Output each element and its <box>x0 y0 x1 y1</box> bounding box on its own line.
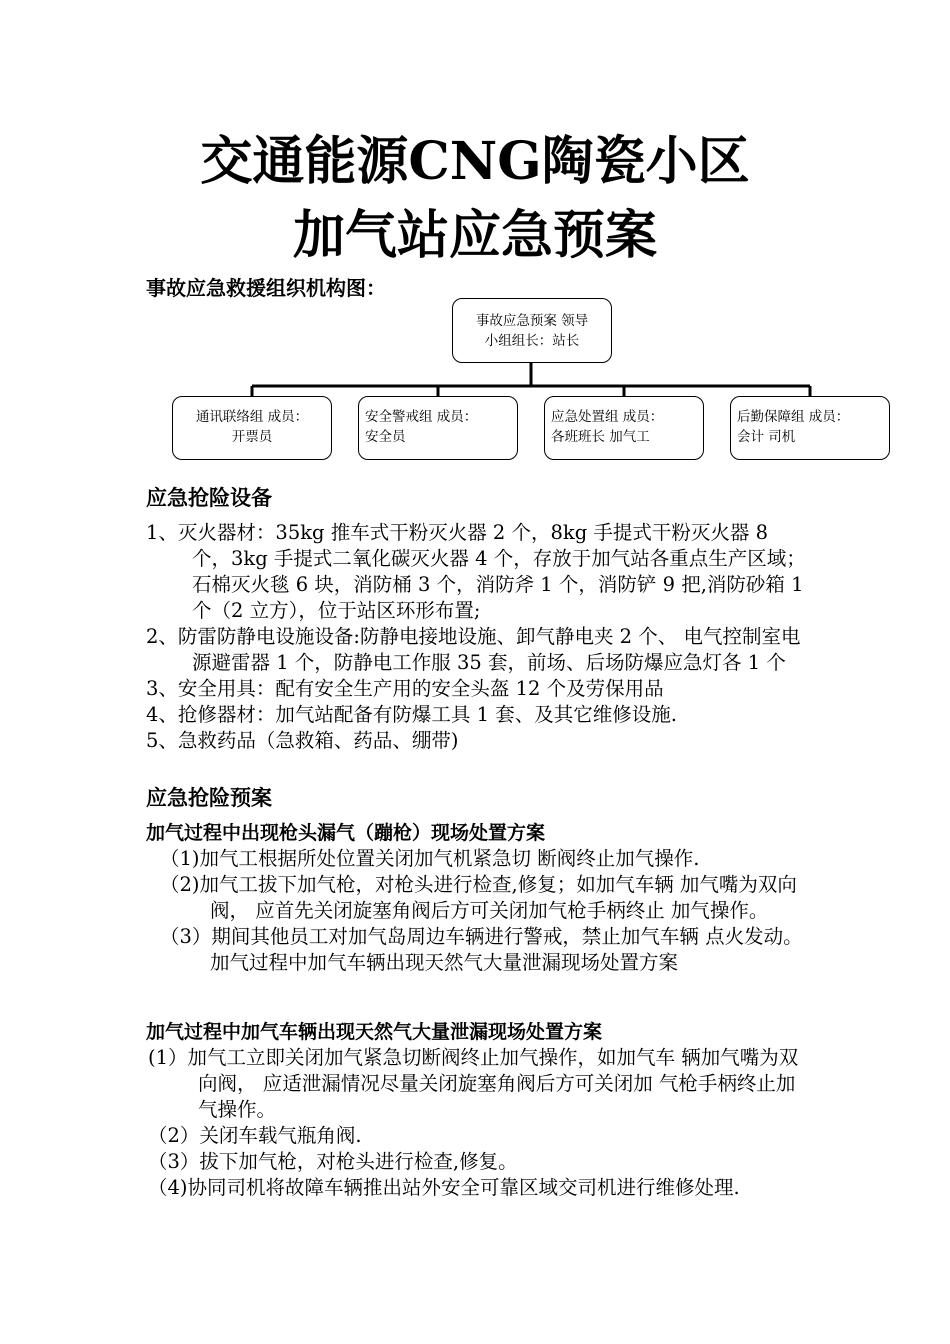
org-node-security <box>358 396 518 460</box>
org-node-line2: 各班班长 加气工 <box>551 429 650 445</box>
list-item: （2)加气工拔下加气枪，对枪头进行检查,修复；如加气车辆 加气嘴为双向阀， 应首先关闭旋塞角阀后方可关闭加气枪手柄终止 加气操作。 <box>160 873 797 922</box>
plan1-steps <box>146 846 808 976</box>
plan-heading: 应急抢险预案 <box>146 786 272 810</box>
list-item: （3）期间其他员工对加气岛周边车辆进行警戒，禁止加气车辆 点火发动。 加气过程中加气车辆出现天然气大量泄漏现场处置方案 <box>160 925 803 974</box>
org-node-leader <box>452 298 612 363</box>
org-node-line2: 安全员 <box>365 429 406 445</box>
org-node-line2: 会计 司机 <box>737 429 796 445</box>
plan2-title: 加气过程中加气车辆出现天然气大量泄漏现场处置方案 <box>146 1021 603 1043</box>
org-node-line1: 后勤保障组 成员： <box>737 409 850 425</box>
plan1-title: 加气过程中出现枪头漏气（蹦枪）现场处置方案 <box>146 822 546 844</box>
list-item: 3、安全用具：配有安全生产用的安全头盔 12 个及劳保用品 <box>146 677 664 700</box>
org-node-line2: 开票员 <box>231 429 273 445</box>
list-item: 2、防雷防静电设施设备:防静电接地设施、卸气静电夹 2 个、 电气控制室电源避雷器 1 个，防静电工作服 35 套，前场、后场防爆应急灯各 1 个 <box>146 625 801 674</box>
list-item: 4、抢修器材：加气站配备有防爆工具 1 套、及其它维修设施. <box>146 703 677 726</box>
plan2-steps <box>146 1045 808 1201</box>
org-node-communication <box>172 396 332 460</box>
equipment-heading: 应急抢险设备 <box>146 486 272 510</box>
org-node-emergency-handling <box>544 396 704 460</box>
list-item: 5、急救药品（急救箱、药品、绷带) <box>146 729 459 752</box>
list-item: （2）关闭车载气瓶角阀. <box>148 1124 362 1147</box>
org-node-leader-line2: 小组组长：站长 <box>484 333 580 349</box>
org-chart-label: 事故应急救援组织机构图： <box>146 276 386 300</box>
org-node-leader-line1: 事故应急预案 领导 <box>475 313 589 329</box>
list-item: (1）加气工立即关闭加气紧急切断阀终止加气操作，如加气车 辆加气嘴为双向阀， 应适泄漏情况尽量关闭旋塞角阀后方可关闭加 气枪手柄终止加气操作。 <box>148 1046 799 1121</box>
document-title-line1: 交通能源CNG陶瓷小区 <box>200 131 750 192</box>
org-node-line1: 安全警戒组 成员： <box>365 409 478 425</box>
org-node-line1: 通讯联络组 成员： <box>195 409 309 425</box>
list-item: （4)协同司机将故障车辆推出站外安全可靠区域交司机进行维修处理. <box>148 1176 740 1199</box>
org-node-line1: 应急处置组 成员： <box>551 409 664 425</box>
document-title-line2: 加气站应急预案 <box>292 205 657 266</box>
list-item: 1、灭火器材：35kg 推车式干粉灭火器 2 个，8kg 手提式干粉灭火器 8 个，3kg 手提式二氧化碳灭火器 4 个，存放于加气站各重点生产区域；石棉灭火毯 6 块，消防桶 3 个，消防斧 1 个，消防铲 9 把,消防砂箱 1 个（2 立方），位于站区环形布置; <box>146 521 806 622</box>
equipment-list <box>146 520 808 754</box>
list-item: （1)加气工根据所处位置关闭加气机紧急切 断阀终止加气操作. <box>160 847 700 870</box>
org-node-logistics <box>730 396 890 460</box>
list-item: （3）拔下加气枪，对枪头进行检查,修复。 <box>148 1150 518 1173</box>
